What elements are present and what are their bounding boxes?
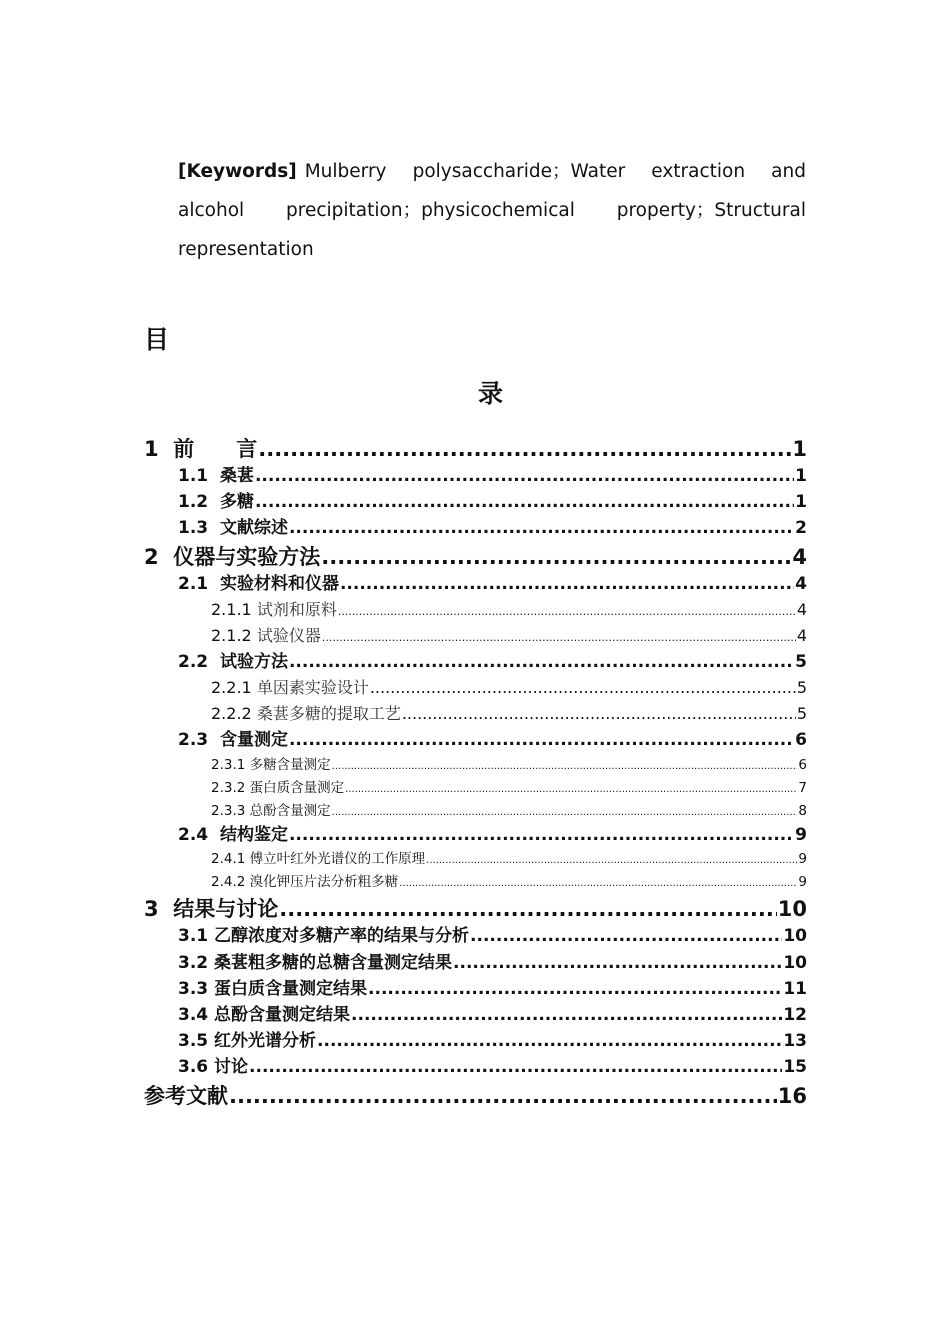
toc-entry[interactable]: 2 仪器与实验方法 ..... 4 [144,542,807,572]
toc-entry[interactable]: 2.4.2 溴化钾压片法分析粗多糖 ..... 9 [211,871,807,893]
toc-entry[interactable]: 2.3.2 蛋白质含量测定 ..... 7 [211,777,807,799]
toc-entry[interactable]: 2.2.1 单因素实验设计 ..... 5 [211,676,807,700]
keywords-label: [Keywords] [178,161,297,182]
toc-title-part1: 目 [144,325,170,354]
toc-entry[interactable]: 2.1.2 试验仪器 ..... 4 [211,624,807,648]
toc-entry[interactable]: 2.4.1 傅立叶红外光谱仪的工作原理 ..... 9 [211,848,807,870]
toc-entry[interactable]: 3.2 桑葚粗多糖的总糖含量测定结果 ..... 10 [178,951,807,975]
toc-entry[interactable]: 1.1 桑葚 ..... 1 [178,464,807,488]
toc-entry[interactable]: 1 前 言 ..... 1 [144,434,807,464]
toc-entry[interactable]: 3.4 总酚含量测定结果 ..... 12 [178,1003,807,1027]
toc-title-part2: 录 [478,379,504,408]
toc-entry[interactable]: 3 结果与讨论 ..... 10 [144,894,807,924]
keywords-text: Mulberry polysaccharide；Water extraction and alcohol precipitation；physicochemical property；Structural representation [178,161,806,260]
keywords-paragraph [178,152,806,269]
toc-entry[interactable]: 2.3 含量测定 ..... 6 [178,728,807,752]
toc-entry[interactable]: 1.2 多糖 ..... 1 [178,490,807,514]
toc-entry[interactable]: 2.1.1 试剂和原料 ..... 4 [211,598,807,622]
toc-entry[interactable]: 2.4 结构鉴定 ..... 9 [178,823,807,847]
toc-entry[interactable]: 3.1 乙醇浓度对多糖产率的结果与分析 ..... 10 [178,924,807,948]
toc-entry[interactable]: 2.3.1 多糖含量测定 ..... 6 [211,754,807,776]
toc-entry[interactable]: 2.2 试验方法 ..... 5 [178,650,807,674]
toc-entry[interactable]: 2.1 实验材料和仪器 ..... 4 [178,572,807,596]
toc-entry[interactable]: 3.5 红外光谱分析 ..... 13 [178,1029,807,1053]
toc-entry[interactable]: 1.3 文献综述 ..... 2 [178,516,807,540]
toc-entry-references[interactable]: 参考文献 ..... 16 [144,1081,807,1111]
toc-entry[interactable]: 2.3.3 总酚含量测定 ..... 8 [211,800,807,822]
toc-entry[interactable]: 2.2.2 桑葚多糖的提取工艺 ..... 5 [211,702,807,726]
toc-entry[interactable]: 3.6 讨论 ..... 15 [178,1055,807,1079]
toc-entry[interactable]: 3.3 蛋白质含量测定结果 ..... 11 [178,977,807,1001]
